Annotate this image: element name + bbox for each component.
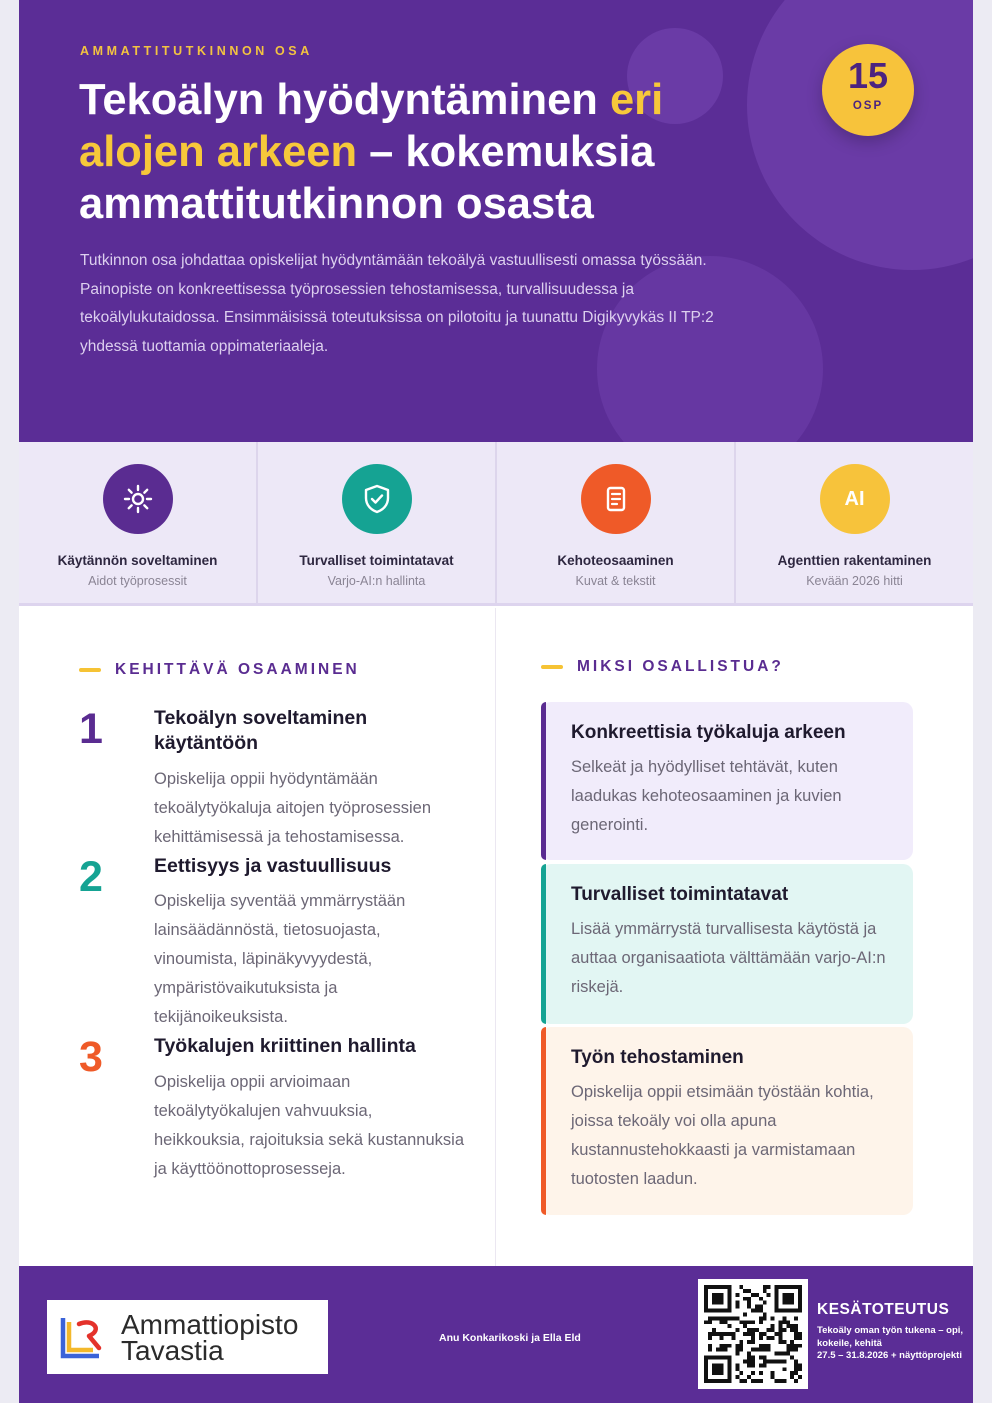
feature-title: Turvalliset toimintatavat [299,553,454,568]
skill-number: 3 [79,1033,103,1081]
feature-security [258,442,497,603]
hero-section [19,0,973,442]
school-logo [47,1300,328,1374]
qr-code-image [704,1285,802,1383]
why-card-title: Konkreettisia työkaluja arkeen [571,722,846,743]
school-logo-text [121,1309,299,1366]
qr-code[interactable] [698,1279,808,1389]
why-card-description: Selkeät ja hyödylliset tehtävät, kuten laadukas kehoteosaaminen ja kuvien generointi. [571,758,842,834]
heading-accent [541,665,563,669]
summer-title: KESÄTOTEUTUS [817,1301,950,1318]
feature-title: Kehoteosaaminen [557,553,674,568]
page-title [79,74,739,230]
skill-description: Opiskelija oppii hyödyntämään tekoälytyökaluja aitojen työprosessien kehittämisessä ja tehostamisessa. [154,770,431,846]
ai-text-icon: AI [820,464,890,534]
heading-accent [79,668,101,672]
why-heading [541,658,784,676]
summer-details [817,1325,967,1363]
skill-number: 1 [79,705,103,753]
sun-gear-icon [103,464,173,534]
credits-badge [822,44,914,136]
feature-agents [736,442,973,603]
feature-practical [19,442,258,603]
why-card-title: Työn tehostaminen [571,1047,744,1068]
summer-info [817,1301,967,1363]
skills-heading-text: KEHITTÄVÄ OSAAMINEN [115,661,360,678]
skill-description: Opiskelija oppii arvioimaan tekoälytyökalujen vahvuuksia, heikkouksia, rajoituksia sekä kustannuksia ja käyttöönottoprosesseja. [154,1073,464,1178]
column-divider [495,608,496,1266]
summer-line-2: 27.5 – 31.8.2026 + näyttöprojekti [817,1350,962,1361]
footer [19,1266,973,1403]
skill-title: Tekoälyn soveltaminen käytäntöön [154,707,368,754]
credits-unit: OSP [852,100,884,112]
skill-number: 2 [79,853,103,901]
skills-heading [79,661,360,679]
document-icon [581,464,651,534]
feature-subtitle: Aidot työprosessit [88,574,187,588]
authors: Anu Konkarikoski ja Ella Eld [439,1332,581,1344]
feature-title: Agenttien rakentaminen [777,553,932,568]
title-highlight: eri alojen arkeen [79,76,664,176]
skill-title: Työkalujen kriittinen hallinta [154,1035,416,1057]
logo-line-2: Tavastia [121,1335,224,1366]
why-card [541,1027,913,1215]
why-card-title: Turvalliset toimintatavat [571,884,789,905]
skill-title: Eettisyys ja vastuullisuus [154,855,392,877]
features-row [19,442,973,606]
title-part-2: – kokemuksia ammattitutkinnon osasta [79,128,655,228]
why-card [541,702,913,860]
hero-intro: Tutkinnon osa johdattaa opiskelijat hyödyntämään tekoälyä vastuullisesti omassa työssään. Painopiste on konkreettisessa työprosessien tehostamisessa, turvallisuudessa ja tekoälylukutaidossa. Ensimmäisissä toteutuksissa on pilotoitu ja tuunattu Digikyvykäs II TP:2 yhdessä tuottamia oppimateriaaleja. [80,252,714,355]
why-card [541,864,913,1024]
feature-prompting [497,442,736,603]
feature-subtitle: Kuvat & tekstit [575,574,656,588]
hero-kicker: AMMATTITUTKINNON OSA [80,44,313,58]
why-heading-text: MIKSI OSALLISTUA? [577,658,784,675]
school-logo-mark [59,1314,105,1360]
why-card-description: Opiskelija oppii etsimään työstään kohtia, joissa tekoäly voi olla apuna kustannustehokkaasti ja varmistamaan tuotosten laadun. [571,1083,874,1188]
skill-description: Opiskelija syventää ymmärrystään lainsäädännöstä, tietosuojasta, vinoumista, läpinäkyvyydestä, ympäristövaikutuksista ja tekijänoikeuksista. [154,892,406,1026]
qr-modules [704,1285,802,1383]
why-card-description: Lisää ymmärrystä turvallisesta käytöstä ja auttaa organisaatiota välttämään varjo-AI:n riskejä. [571,920,886,996]
feature-subtitle: Varjo-AI:n hallinta [327,574,426,588]
feature-title: Käytännön soveltaminen [57,553,218,568]
title-part-1: Tekoälyn hyödyntäminen [79,76,610,124]
credits-number: 15 [847,55,889,96]
logo-line-1: Ammattiopisto [121,1309,299,1340]
feature-subtitle: Kevään 2026 hitti [806,574,903,588]
shield-check-icon [342,464,412,534]
poster [19,0,973,1403]
summer-line-1: Tekoäly oman työn tukena – opi, kokeile, kehitä [817,1325,964,1349]
